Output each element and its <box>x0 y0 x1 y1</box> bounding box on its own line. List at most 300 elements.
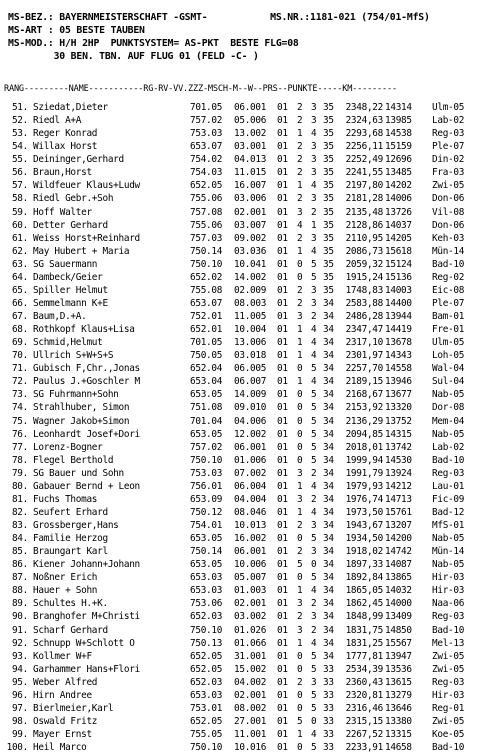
cell-prs: 33 <box>323 742 334 754</box>
cell-ring: 757.02 <box>190 115 223 127</box>
header-line-1: MS-BEZ.: BAYERNMEISTERSCHAFT -GSMT- MS.NR.:1181-021 (754/01-MfS) <box>8 12 430 23</box>
cell-zeit: 05.007 <box>234 572 267 584</box>
cell-zeit: 07.002 <box>234 467 267 479</box>
cell-prs: 34 <box>323 480 334 492</box>
cell-rang: 85. <box>11 546 28 558</box>
cell-ring: 750.10 <box>190 742 223 754</box>
cell-fl: Nab-05 <box>432 559 465 571</box>
cell-ring: 701.05 <box>190 102 223 113</box>
cell-w: 3 <box>311 141 317 153</box>
cell-msch: 01 <box>277 467 288 479</box>
cell-fl: Ple-07 <box>432 297 465 309</box>
cell-km: 14314 <box>385 102 412 113</box>
cell-rang: 84. <box>11 533 28 545</box>
cell-w: 5 <box>311 689 317 701</box>
cell-name: Flegel Berthold <box>33 454 114 466</box>
cell-rang: 88. <box>11 585 28 597</box>
cell-m: 0 <box>297 402 303 414</box>
cell-name: Gabauer Bernd + Leon <box>33 480 140 492</box>
cell-w: 4 <box>311 128 317 140</box>
cell-zeit: 01.006 <box>234 454 267 466</box>
cell-name: Schultes H.+K. <box>33 598 108 610</box>
cell-ring: 652.03 <box>190 676 223 688</box>
cell-msch: 01 <box>277 506 288 518</box>
cell-msch: 01 <box>277 676 288 688</box>
cell-punkte: 2094,85 <box>345 428 383 440</box>
cell-ring: 755.08 <box>190 284 223 296</box>
cell-fl: Fic-09 <box>432 493 465 505</box>
cell-ring: 652.03 <box>190 611 223 623</box>
cell-fl: Eic-08 <box>432 284 465 296</box>
cell-msch: 01 <box>277 715 288 727</box>
cell-zeit: 10.006 <box>234 559 267 571</box>
cell-zeit: 11.005 <box>234 311 267 322</box>
cell-fl: Reg-03 <box>432 676 465 688</box>
cell-prs: 35 <box>323 258 334 270</box>
table-row <box>0 454 480 467</box>
cell-punkte: 1897,33 <box>345 559 383 571</box>
cell-name: Familie Herzog <box>33 533 108 545</box>
cell-punkte: 2136,29 <box>345 415 383 427</box>
table-row <box>0 388 480 401</box>
table-row <box>0 362 480 375</box>
cell-name: Strahlhuber, Simon <box>33 402 130 414</box>
cell-name: Riedl Gebr.+Soh <box>33 193 114 205</box>
cell-rang: 74. <box>11 402 28 414</box>
cell-prs: 34 <box>323 324 334 336</box>
cell-rang: 79. <box>11 467 28 479</box>
cell-m: 0 <box>297 663 303 675</box>
cell-name: Weber Alfred <box>33 676 98 688</box>
cell-km: 14400 <box>385 297 412 309</box>
cell-w: 4 <box>311 324 317 336</box>
cell-rang: 61. <box>11 232 28 244</box>
cell-m: 1 <box>297 637 303 649</box>
cell-w: 5 <box>311 271 317 283</box>
cell-ring: 750.12 <box>190 506 223 518</box>
cell-name: Reger Konrad <box>33 128 98 140</box>
cell-w: 2 <box>311 598 317 610</box>
cell-punkte: 2293,68 <box>345 128 383 140</box>
cell-punkte: 2241,55 <box>345 167 383 179</box>
cell-m: 0 <box>297 702 303 714</box>
cell-prs: 34 <box>323 415 334 427</box>
cell-msch: 01 <box>277 637 288 649</box>
cell-ring: 652.05 <box>190 650 223 662</box>
cell-punkte: 2324,63 <box>345 115 383 127</box>
table-row <box>0 506 480 519</box>
cell-rang: 71. <box>11 363 28 375</box>
cell-zeit: 02.001 <box>234 689 267 701</box>
cell-prs: 35 <box>323 115 334 127</box>
cell-fl: Wal-04 <box>432 363 465 375</box>
cell-fl: Vil-08 <box>432 206 465 218</box>
cell-name: Oswald Fritz <box>33 715 98 727</box>
cell-fl: Hir-03 <box>432 689 465 701</box>
cell-w: 3 <box>311 232 317 244</box>
cell-km: 14000 <box>385 598 412 610</box>
cell-msch: 01 <box>277 297 288 309</box>
cell-rang: 67. <box>11 311 28 322</box>
cell-m: 0 <box>297 271 303 283</box>
cell-rang: 82. <box>11 506 28 518</box>
cell-km: 13985 <box>385 115 412 127</box>
cell-w: 4 <box>311 637 317 649</box>
cell-punkte: 1748,83 <box>345 284 383 296</box>
table-row <box>0 650 480 663</box>
cell-km: 14343 <box>385 350 412 362</box>
table-row <box>0 428 480 441</box>
cell-m: 1 <box>297 376 303 388</box>
cell-zeit: 09.002 <box>234 232 267 244</box>
cell-prs: 34 <box>323 493 334 505</box>
cell-prs: 34 <box>323 454 334 466</box>
cell-zeit: 08.046 <box>234 506 267 518</box>
cell-ring: 755.06 <box>190 193 223 205</box>
cell-name: Seufert Erhard <box>33 506 108 518</box>
cell-km: 14006 <box>385 193 412 205</box>
cell-rang: 73. <box>11 389 28 401</box>
cell-punkte: 2257,70 <box>345 363 383 375</box>
cell-m: 2 <box>297 546 303 558</box>
cell-fl: Dor-08 <box>432 402 465 414</box>
cell-zeit: 14.002 <box>234 271 267 283</box>
cell-km: 14530 <box>385 454 412 466</box>
cell-prs: 35 <box>323 102 334 113</box>
cell-punkte: 1973,50 <box>345 506 383 518</box>
table-row <box>0 571 480 584</box>
table-row <box>0 284 480 297</box>
cell-zeit: 01.026 <box>234 624 267 636</box>
cell-fl: Mün-14 <box>432 245 465 257</box>
cell-name: Hirn Andree <box>33 689 92 701</box>
cell-m: 3 <box>297 598 303 610</box>
cell-ring: 653.03 <box>190 585 223 597</box>
cell-km: 13947 <box>385 650 412 662</box>
cell-w: 5 <box>311 454 317 466</box>
table-row <box>0 728 480 741</box>
cell-punkte: 2316,46 <box>345 702 383 714</box>
cell-km: 13726 <box>385 206 412 218</box>
cell-prs: 33 <box>323 702 334 714</box>
cell-punkte: 1979,93 <box>345 480 383 492</box>
cell-rang: 66. <box>11 297 28 309</box>
cell-rang: 60. <box>11 219 28 231</box>
cell-fl: Reg-01 <box>432 702 465 714</box>
cell-ring: 751.08 <box>190 402 223 414</box>
cell-msch: 01 <box>277 663 288 675</box>
cell-km: 14538 <box>385 128 412 140</box>
cell-zeit: 06.007 <box>234 376 267 388</box>
cell-fl: Keh-03 <box>432 232 465 244</box>
cell-punkte: 1831,75 <box>345 624 383 636</box>
cell-ring: 755.05 <box>190 729 223 740</box>
cell-msch: 01 <box>277 428 288 440</box>
table-row <box>0 702 480 715</box>
cell-fl: Ulm-05 <box>432 102 465 113</box>
cell-m: 1 <box>297 324 303 336</box>
cell-msch: 01 <box>277 141 288 153</box>
cell-km: 14212 <box>385 480 412 492</box>
cell-km: 13742 <box>385 441 412 453</box>
cell-fl: Nab-05 <box>432 389 465 401</box>
cell-prs: 34 <box>323 402 334 414</box>
cell-w: 3 <box>311 611 317 623</box>
table-row <box>0 741 480 754</box>
table-row <box>0 310 480 323</box>
cell-m: 2 <box>297 232 303 244</box>
table-row <box>0 297 480 310</box>
cell-prs: 34 <box>323 350 334 362</box>
cell-w: 5 <box>311 572 317 584</box>
cell-punkte: 1892,84 <box>345 572 383 584</box>
cell-w: 0 <box>311 559 317 571</box>
cell-ring: 757.03 <box>190 232 223 244</box>
cell-w: 3 <box>311 193 317 205</box>
cell-m: 1 <box>297 350 303 362</box>
cell-msch: 01 <box>277 441 288 453</box>
cell-fl: Fra-03 <box>432 167 465 179</box>
cell-msch: 01 <box>277 689 288 701</box>
cell-punkte: 2059,32 <box>345 258 383 270</box>
cell-fl: Zwi-05 <box>432 715 465 727</box>
cell-fl: Naa-06 <box>432 598 465 610</box>
cell-rang: 68. <box>11 324 28 336</box>
cell-rang: 64. <box>11 271 28 283</box>
cell-prs: 35 <box>323 141 334 153</box>
cell-ring: 652.05 <box>190 663 223 675</box>
cell-m: 5 <box>297 715 303 727</box>
cell-m: 3 <box>297 311 303 322</box>
table-row <box>0 624 480 637</box>
cell-punkte: 1862,45 <box>345 598 383 610</box>
cell-msch: 01 <box>277 284 288 296</box>
cell-m: 1 <box>297 128 303 140</box>
cell-fl: Nab-05 <box>432 533 465 545</box>
table-row <box>0 114 480 127</box>
cell-prs: 34 <box>323 467 334 479</box>
cell-prs: 34 <box>323 520 334 531</box>
cell-km: 15124 <box>385 258 412 270</box>
cell-m: 0 <box>297 454 303 466</box>
cell-m: 2 <box>297 297 303 309</box>
cell-msch: 01 <box>277 520 288 531</box>
cell-prs: 35 <box>323 271 334 283</box>
cell-prs: 35 <box>323 245 334 257</box>
cell-fl: Koe-05 <box>432 729 465 740</box>
cell-w: 2 <box>311 624 317 636</box>
cell-w: 4 <box>311 350 317 362</box>
cell-name: Hoff Walter <box>33 206 92 218</box>
cell-punkte: 1991,79 <box>345 467 383 479</box>
cell-prs: 35 <box>323 180 334 192</box>
cell-km: 13924 <box>385 467 412 479</box>
cell-punkte: 2320,81 <box>345 689 383 701</box>
cell-w: 2 <box>311 311 317 322</box>
table-row <box>0 597 480 610</box>
cell-prs: 35 <box>323 154 334 166</box>
cell-w: 2 <box>311 206 317 218</box>
cell-ring: 750.14 <box>190 245 223 257</box>
cell-msch: 01 <box>277 702 288 714</box>
cell-msch: 01 <box>277 402 288 414</box>
cell-name: Wildfeuer Klaus+Ludw <box>33 180 140 192</box>
cell-name: Mayer Ernst <box>33 729 92 740</box>
cell-m: 0 <box>297 441 303 453</box>
cell-fl: Reg-03 <box>432 128 465 140</box>
cell-msch: 01 <box>277 167 288 179</box>
cell-km: 14032 <box>385 585 412 597</box>
table-row <box>0 219 480 232</box>
cell-m: 1 <box>297 480 303 492</box>
cell-zeit: 27.001 <box>234 715 267 727</box>
cell-ring: 753.01 <box>190 702 223 714</box>
cell-zeit: 10.016 <box>234 742 267 754</box>
cell-ring: 653.09 <box>190 493 223 505</box>
table-row <box>0 232 480 245</box>
cell-name: Deininger,Gerhard <box>33 154 124 166</box>
cell-punkte: 2534,39 <box>345 663 383 675</box>
cell-rang: 96. <box>11 689 28 701</box>
cell-punkte: 2168,67 <box>345 389 383 401</box>
cell-fl: Lau-01 <box>432 480 465 492</box>
table-row <box>0 545 480 558</box>
cell-km: 14037 <box>385 219 412 231</box>
cell-prs: 34 <box>323 363 334 375</box>
cell-m: 0 <box>297 363 303 375</box>
table-row <box>0 349 480 362</box>
cell-punkte: 2317,10 <box>345 337 383 349</box>
cell-zeit: 16.002 <box>234 533 267 545</box>
cell-rang: 57. <box>11 180 28 192</box>
cell-rang: 54. <box>11 141 28 153</box>
cell-punkte: 2360,43 <box>345 676 383 688</box>
cell-w: 4 <box>311 585 317 597</box>
cell-name: Garhammer Hans+Flori <box>33 663 140 675</box>
cell-name: Kollmer W+F <box>33 650 92 662</box>
cell-zeit: 06.004 <box>234 480 267 492</box>
cell-km: 15136 <box>385 271 412 283</box>
cell-km: 13678 <box>385 337 412 349</box>
cell-prs: 34 <box>323 546 334 558</box>
cell-m: 5 <box>297 559 303 571</box>
cell-w: 3 <box>311 284 317 296</box>
cell-msch: 01 <box>277 480 288 492</box>
cell-punkte: 2267,52 <box>345 729 383 740</box>
cell-ring: 653.07 <box>190 141 223 153</box>
cell-rang: 94. <box>11 663 28 675</box>
cell-rang: 80. <box>11 480 28 492</box>
cell-m: 0 <box>297 389 303 401</box>
cell-name: Rothkopf Klaus+Lisa <box>33 324 135 336</box>
cell-msch: 01 <box>277 598 288 610</box>
cell-m: 2 <box>297 167 303 179</box>
cell-msch: 01 <box>277 154 288 166</box>
cell-rang: 97. <box>11 702 28 714</box>
cell-name: SG Bauer und Sohn <box>33 467 124 479</box>
cell-msch: 01 <box>277 454 288 466</box>
cell-fl: Sul-04 <box>432 376 465 388</box>
cell-m: 1 <box>297 180 303 192</box>
cell-rang: 65. <box>11 284 28 296</box>
cell-zeit: 09.010 <box>234 402 267 414</box>
cell-w: 1 <box>311 219 317 231</box>
cell-prs: 34 <box>323 389 334 401</box>
cell-punkte: 2256,11 <box>345 141 383 153</box>
cell-prs: 34 <box>323 598 334 610</box>
cell-ring: 652.05 <box>190 715 223 727</box>
cell-w: 3 <box>311 520 317 531</box>
cell-ring: 754.03 <box>190 167 223 179</box>
cell-prs: 34 <box>323 650 334 662</box>
cell-w: 5 <box>311 389 317 401</box>
table-row <box>0 127 480 140</box>
cell-zeit: 04.004 <box>234 493 267 505</box>
cell-fl: Nab-05 <box>432 428 465 440</box>
cell-zeit: 05.006 <box>234 115 267 127</box>
cell-ring: 653.05 <box>190 533 223 545</box>
cell-fl: Lab-02 <box>432 115 465 127</box>
cell-prs: 34 <box>323 376 334 388</box>
cell-w: 3 <box>311 546 317 558</box>
cell-m: 3 <box>297 206 303 218</box>
cell-km: 15567 <box>385 637 412 649</box>
cell-km: 14200 <box>385 533 412 545</box>
cell-m: 2 <box>297 520 303 531</box>
cell-msch: 01 <box>277 572 288 584</box>
cell-ring: 753.03 <box>190 128 223 140</box>
cell-m: 0 <box>297 650 303 662</box>
cell-ring: 750.10 <box>190 258 223 270</box>
cell-name: Braungart Karl <box>33 546 108 558</box>
cell-msch: 01 <box>277 102 288 113</box>
cell-name: Scharf Gerhard <box>33 624 108 636</box>
cell-m: 1 <box>297 585 303 597</box>
cell-punkte: 1999,94 <box>345 454 383 466</box>
cell-prs: 33 <box>323 689 334 701</box>
cell-km: 13677 <box>385 389 412 401</box>
cell-m: 2 <box>297 284 303 296</box>
cell-prs: 34 <box>323 337 334 349</box>
cell-fl: Bad-10 <box>432 624 465 636</box>
table-row <box>0 245 480 258</box>
cell-msch: 01 <box>277 193 288 205</box>
cell-zeit: 06.001 <box>234 441 267 453</box>
cell-fl: Zwi-05 <box>432 650 465 662</box>
table-row <box>0 676 480 689</box>
cell-fl: Reg-03 <box>432 467 465 479</box>
table-row <box>0 584 480 597</box>
cell-punkte: 2315,15 <box>345 715 383 727</box>
cell-ring: 652.05 <box>190 180 223 192</box>
cell-m: 2 <box>297 115 303 127</box>
cell-punkte: 2189,15 <box>345 376 383 388</box>
cell-punkte: 2018,01 <box>345 441 383 453</box>
cell-rang: 78. <box>11 454 28 466</box>
cell-prs: 34 <box>323 428 334 440</box>
cell-msch: 01 <box>277 258 288 270</box>
cell-w: 4 <box>311 506 317 518</box>
cell-fl: Bad-10 <box>432 454 465 466</box>
cell-w: 5 <box>311 402 317 414</box>
cell-msch: 01 <box>277 271 288 283</box>
cell-zeit: 15.002 <box>234 663 267 675</box>
cell-km: 13380 <box>385 715 412 727</box>
cell-w: 5 <box>311 702 317 714</box>
table-row <box>0 493 480 506</box>
cell-prs: 34 <box>323 311 334 322</box>
cell-w: 5 <box>311 663 317 675</box>
